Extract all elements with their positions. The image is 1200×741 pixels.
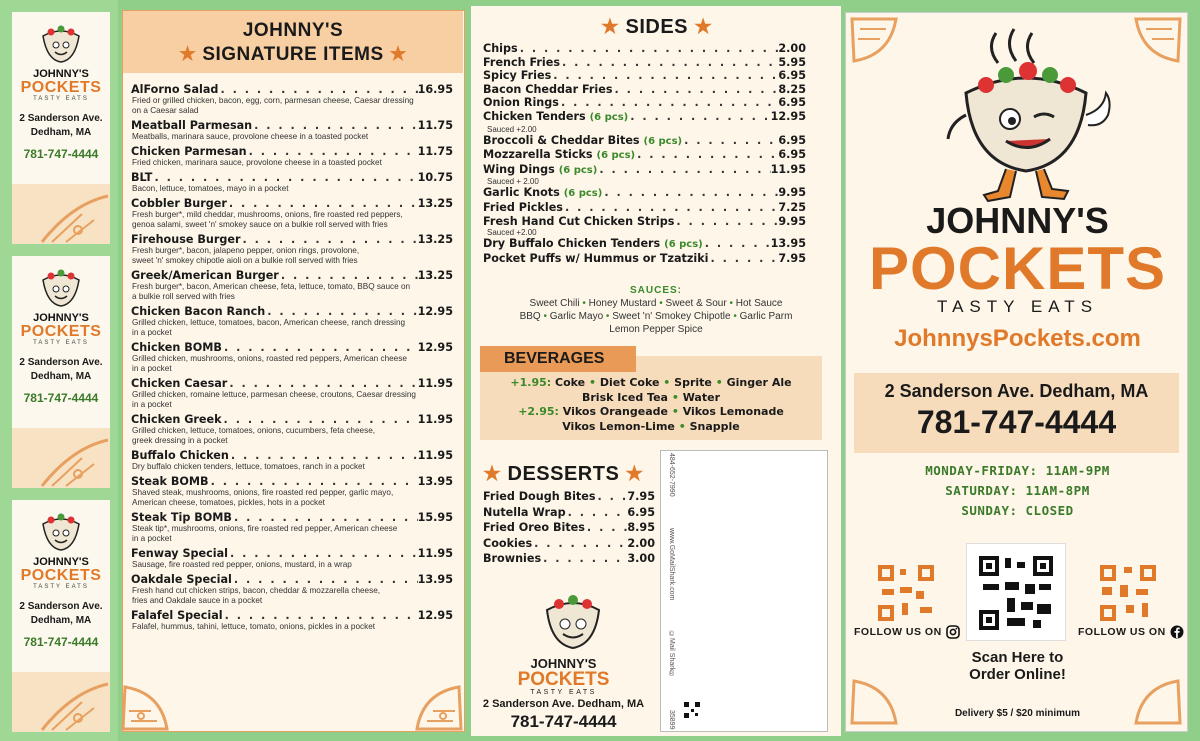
item-price: 13.25 bbox=[417, 233, 453, 246]
cover-logo bbox=[846, 200, 1189, 317]
item-price: 13.25 bbox=[417, 269, 453, 282]
list-entry: Honey Mustard bbox=[588, 298, 657, 309]
item-price: 11.95 bbox=[417, 377, 453, 390]
side-sauced-note: Sauced +2.00 bbox=[487, 228, 537, 238]
sauces-line-2: BBQ • Garlic Mayo • Sweet 'n' Smokey Chipotle • Garlic Parm bbox=[519, 311, 793, 322]
cover-logo-line1: JOHNNY'S bbox=[926, 200, 1109, 241]
mail-vertical-text bbox=[663, 453, 675, 729]
sauces-title: SAUCES: bbox=[629, 285, 682, 296]
dessert-item bbox=[483, 536, 655, 552]
mascot-logo-icon bbox=[29, 264, 93, 308]
dessert-name: Fried Oreo Bites bbox=[483, 521, 585, 534]
item-name: Meatball Parmesan bbox=[131, 119, 253, 132]
side-name: Broccoli & Cheddar Bites bbox=[483, 133, 640, 147]
side-item bbox=[483, 96, 806, 110]
signature-title-line1: JOHNNY'S bbox=[242, 20, 344, 41]
item-description: Fresh burger*, mild cheddar, mushrooms, onions, fire roasted red peppers, bbox=[132, 210, 403, 219]
menu-item bbox=[131, 305, 453, 338]
order-qr-frame bbox=[966, 543, 1066, 641]
card-logo-line3: TASTY EATS bbox=[33, 96, 89, 102]
side-name: Fresh Hand Cut Chicken Strips bbox=[483, 214, 675, 228]
menu-item bbox=[131, 233, 453, 266]
item-description: Bacon, lettuce, tomatoes, mayo in a pocket bbox=[132, 184, 289, 193]
pizza-slice-decoration-icon bbox=[850, 17, 898, 65]
item-name: Chicken Caesar bbox=[131, 377, 228, 390]
dessert-name: Fried Dough Bites bbox=[483, 490, 596, 503]
list-entry: Sweet 'n' Smokey Chipotle bbox=[612, 311, 731, 322]
item-name: Chicken Parmesan bbox=[131, 145, 247, 158]
list-entry: Hot Sauce bbox=[735, 298, 783, 309]
item-description: Fresh hand cut chicken strips, bacon, cheddar & mozzarella cheese, bbox=[132, 586, 381, 595]
logo-line1: JOHNNY'S bbox=[530, 656, 597, 671]
order-line2: Order Online! bbox=[969, 666, 1066, 683]
menu-item bbox=[131, 83, 453, 116]
card-logo-line3: TASTY EATS bbox=[33, 584, 89, 590]
logo-line2: POCKETS bbox=[517, 669, 610, 690]
menu-item bbox=[131, 573, 453, 606]
dessert-price: 6.95 bbox=[627, 505, 655, 519]
item-price: 15.95 bbox=[417, 511, 453, 524]
side-price: 6.95 bbox=[778, 96, 806, 110]
follow-facebook[interactable] bbox=[1078, 625, 1184, 639]
side-price: 6.95 bbox=[778, 133, 806, 147]
hours-sunday: SUNDAY: CLOSED bbox=[961, 503, 1074, 518]
address-band bbox=[854, 373, 1179, 453]
item-price: 12.95 bbox=[417, 609, 453, 622]
list-entry: Garlic Mayo bbox=[549, 311, 604, 322]
item-description: fries and Oakdale sauce in a pocket bbox=[132, 596, 263, 605]
beverages-line-2: Brisk Iced Tea • Water bbox=[581, 390, 720, 404]
order-online-qr-code[interactable] bbox=[977, 554, 1055, 632]
side-item bbox=[483, 83, 806, 97]
item-name: Buffalo Chicken bbox=[131, 449, 229, 462]
item-description: Grilled chicken, mushrooms, onions, roasted red peppers, American cheese bbox=[132, 354, 407, 363]
side-pieces: (6 pcs) bbox=[589, 111, 629, 123]
card-logo-line1: JOHNNY'S bbox=[33, 68, 89, 80]
card-logo-line2: POCKETS bbox=[20, 323, 102, 340]
item-name: BLT bbox=[131, 171, 153, 184]
sides-list bbox=[483, 42, 806, 265]
mail-phone: 484-652-7990 bbox=[668, 453, 675, 497]
mascot-logo-icon bbox=[936, 23, 1116, 203]
mascot-logo-icon bbox=[533, 586, 613, 656]
side-name: Fried Pickles bbox=[483, 200, 563, 214]
card-address-line2: Dedham, MA bbox=[30, 614, 92, 626]
item-name: Firehouse Burger bbox=[131, 233, 241, 246]
instagram-icon bbox=[946, 625, 960, 639]
desserts-title-text: DESSERTS bbox=[507, 463, 620, 485]
item-description: Steak tip*, mushrooms, onions, fire roasted red pepper, American cheese bbox=[132, 524, 398, 533]
beverage-item: Diet Coke bbox=[599, 376, 660, 389]
card-logo-line2: POCKETS bbox=[20, 567, 102, 584]
side-price: 7.25 bbox=[778, 200, 806, 214]
cover-address: 2 Sanderson Ave. Dedham, MA bbox=[884, 381, 1149, 401]
dessert-item bbox=[483, 489, 655, 505]
side-price: 8.25 bbox=[778, 82, 806, 96]
dessert-price: 8.95 bbox=[627, 521, 655, 534]
side-pieces: (6 pcs) bbox=[596, 150, 636, 162]
beverage-item: Sprite bbox=[674, 376, 712, 389]
item-description: Shaved steak, mushrooms, onions, fire roasted red pepper, garlic mayo, bbox=[132, 488, 394, 497]
beverage-item: Vikos Lemonade bbox=[682, 405, 784, 418]
cover-panel bbox=[845, 12, 1188, 732]
menu-item bbox=[131, 377, 453, 410]
side-price: 6.95 bbox=[778, 69, 806, 83]
dessert-item bbox=[483, 505, 655, 521]
item-description: Grilled chicken, romaine lettuce, parmesan cheese, croutons, Caesar dressing bbox=[132, 390, 416, 399]
beverage-item: Vikos Lemon-Lime bbox=[562, 419, 675, 433]
card-address bbox=[12, 600, 110, 627]
item-price: 11.75 bbox=[417, 145, 453, 158]
item-name: Chicken BOMB bbox=[131, 341, 222, 354]
side-price: 13.95 bbox=[770, 237, 806, 251]
item-description: genoa salami, sweet 'n' smokey sauce on a bulkie roll served with fries bbox=[132, 220, 388, 229]
item-name: AlForno Salad bbox=[131, 83, 219, 96]
item-price: 13.95 bbox=[417, 573, 453, 586]
sauces-line-1: Sweet Chili • Honey Mustard • Sweet & Sour • Hot Sauce bbox=[529, 298, 783, 309]
item-description: in a pocket bbox=[132, 364, 172, 373]
side-price: 2.00 bbox=[778, 42, 806, 55]
card-phone: 781-747-4444 bbox=[23, 391, 99, 405]
dessert-item bbox=[483, 520, 655, 536]
pizza-slice-decoration-icon bbox=[12, 672, 110, 732]
side-name: French Fries bbox=[483, 55, 561, 69]
item-price: 11.95 bbox=[417, 547, 453, 560]
side-price: 9.95 bbox=[778, 186, 806, 200]
side-pieces: (6 pcs) bbox=[643, 135, 683, 147]
menu-item bbox=[131, 145, 453, 168]
side-name: Wing Dings bbox=[483, 162, 555, 176]
side-name: Garlic Knots bbox=[483, 186, 560, 200]
menu-item bbox=[131, 449, 453, 472]
menu-item bbox=[131, 475, 453, 508]
list-entry: Sweet & Sour bbox=[665, 298, 727, 309]
item-name: Steak BOMB bbox=[131, 475, 209, 488]
mail-site: www.GoMailShark.com bbox=[668, 527, 675, 601]
card-address-line2: Dedham, MA bbox=[30, 370, 92, 382]
side-item bbox=[483, 201, 806, 215]
card-logo-line2: POCKETS bbox=[20, 79, 102, 96]
side-item bbox=[483, 252, 806, 266]
hours-saturday: SATURDAY: 11AM-8PM bbox=[945, 483, 1090, 498]
pizza-slice-decoration-icon bbox=[12, 428, 110, 488]
promo-card bbox=[12, 256, 110, 488]
sides-logo bbox=[471, 656, 656, 696]
beverages-list bbox=[480, 376, 822, 434]
facebook-icon bbox=[1170, 625, 1184, 639]
list-entry: BBQ bbox=[519, 311, 541, 322]
item-description: greek dressing in a pocket bbox=[132, 436, 228, 445]
beverage-item: Vikos Orangeade bbox=[562, 405, 668, 418]
item-description: in a pocket bbox=[132, 534, 172, 543]
side-item bbox=[483, 148, 806, 163]
cover-logo-line3: TASTY EATS bbox=[936, 297, 1099, 316]
order-line1: Scan Here to bbox=[971, 649, 1064, 666]
sides-address: 2 Sanderson Ave. Dedham, MA bbox=[482, 698, 645, 710]
side-name: Bacon Cheddar Fries bbox=[483, 82, 613, 96]
menu-item bbox=[131, 511, 453, 544]
side-item bbox=[483, 215, 806, 238]
item-description: Fresh burger*, bacon, jalapeno pepper, onion rings, provolone, bbox=[132, 246, 360, 255]
beverage-item: Snapple bbox=[689, 419, 740, 433]
item-description: a bulkie roll served with fries bbox=[132, 292, 235, 301]
side-item bbox=[483, 134, 806, 149]
item-price: 11.75 bbox=[417, 119, 453, 132]
side-item bbox=[483, 163, 806, 187]
item-price: 13.95 bbox=[417, 475, 453, 488]
item-price: 16.95 bbox=[417, 83, 453, 96]
beverages-line-4: Vikos Lemon-Lime • Snapple bbox=[562, 419, 740, 433]
side-sauced-note: Sauced +2.00 bbox=[487, 124, 537, 134]
card-address-line1: 2 Sanderson Ave. bbox=[19, 113, 103, 124]
side-name: Onion Rings bbox=[483, 96, 559, 110]
mail-brand: ©Mail Shark® bbox=[668, 631, 675, 679]
item-description: on a Caesar salad bbox=[132, 106, 199, 115]
side-name: Chicken Tenders bbox=[483, 109, 586, 123]
card-address-line2: Dedham, MA bbox=[30, 126, 92, 138]
menu-item bbox=[131, 341, 453, 374]
side-item bbox=[483, 56, 806, 70]
instagram-qr-code[interactable] bbox=[876, 563, 936, 623]
side-name: Pocket Puffs w/ Hummus or Tzatziki bbox=[483, 251, 709, 265]
item-description: sweet 'n' smokey chipotle aioli on a bulkie roll served with fries bbox=[132, 256, 358, 265]
sides-title bbox=[601, 14, 713, 39]
item-name: Falafel Special bbox=[131, 609, 223, 622]
beverage-item: Water bbox=[682, 390, 720, 404]
item-price: 12.95 bbox=[417, 305, 453, 318]
menu-item bbox=[131, 197, 453, 230]
item-description: Meatballs, marinara sauce, provolone cheese in a toasted pocket bbox=[132, 132, 369, 141]
item-price: 10.75 bbox=[417, 171, 453, 184]
sides-phone: 781-747-4444 bbox=[510, 712, 617, 731]
star-icon: ★ bbox=[601, 16, 620, 38]
menu-item bbox=[131, 413, 453, 446]
item-description: American cheese, tomatoes, pickles, hots in a pocket bbox=[132, 498, 325, 507]
card-address-line1: 2 Sanderson Ave. bbox=[19, 357, 103, 368]
beverages-line-1: +1.95: Coke • Diet Coke • Sprite • Ginger Ale bbox=[510, 376, 792, 389]
facebook-qr-code[interactable] bbox=[1098, 563, 1158, 623]
item-name: Greek/American Burger bbox=[131, 269, 279, 282]
menu-item bbox=[131, 171, 453, 194]
side-pieces: (6 pcs) bbox=[664, 239, 703, 251]
menu-item bbox=[131, 119, 453, 142]
star-icon: ★ bbox=[625, 463, 644, 485]
signature-title-text: SIGNATURE ITEMS bbox=[202, 44, 384, 66]
item-description: Fried chicken, marinara sauce, provolone cheese in a toasted pocket bbox=[132, 158, 382, 167]
menu-item bbox=[131, 547, 453, 570]
side-item bbox=[483, 69, 806, 83]
star-icon: ★ bbox=[179, 44, 197, 66]
promo-card bbox=[12, 500, 110, 732]
side-item bbox=[483, 237, 806, 252]
card-pizza-band bbox=[12, 428, 110, 488]
item-name: Chicken Bacon Ranch bbox=[131, 305, 266, 318]
card-logo-line3: TASTY EATS bbox=[33, 340, 89, 346]
card-pizza-band bbox=[12, 184, 110, 244]
signature-title-line2 bbox=[123, 43, 463, 67]
side-sauced-note: Sauced + 2.00 bbox=[487, 177, 539, 187]
pizza-slice-decoration-icon bbox=[413, 683, 463, 731]
item-price: 11.95 bbox=[417, 449, 453, 462]
side-price: 9.95 bbox=[778, 214, 806, 228]
card-phone: 781-747-4444 bbox=[23, 635, 99, 649]
item-description: Grilled chicken, lettuce, tomatoes, onions, cucumbers, feta cheese, bbox=[132, 426, 376, 435]
item-name: Chicken Greek bbox=[131, 413, 222, 426]
mascot-logo-icon bbox=[29, 20, 93, 64]
sauces-line-3: Lemon Pepper Spice bbox=[609, 324, 703, 335]
mailing-indicia-box bbox=[660, 450, 828, 732]
menu-item bbox=[131, 609, 453, 632]
side-item bbox=[483, 186, 806, 201]
signature-header bbox=[123, 11, 463, 73]
cover-logo-line2: POCKETS bbox=[868, 235, 1167, 302]
side-pieces: (6 pcs) bbox=[558, 164, 598, 176]
side-item bbox=[483, 110, 806, 134]
side-pieces: (6 pcs) bbox=[563, 188, 603, 200]
side-item bbox=[483, 42, 806, 56]
sauces-section bbox=[471, 284, 841, 336]
promo-card bbox=[12, 12, 110, 244]
side-name: Dry Buffalo Chicken Tenders bbox=[483, 237, 661, 251]
item-description: Sausage, fire roasted red pepper, onions, mustard, in a wrap bbox=[132, 560, 352, 569]
item-price: 12.95 bbox=[417, 341, 453, 354]
cover-phone: 781-747-4444 bbox=[916, 404, 1117, 440]
pizza-slice-decoration-icon bbox=[121, 683, 171, 731]
pizza-slice-decoration-icon bbox=[12, 184, 110, 244]
sides-title-text: SIDES bbox=[625, 16, 689, 38]
item-description: in a pocket bbox=[132, 328, 172, 337]
follow-instagram[interactable] bbox=[854, 625, 960, 639]
item-name: Oakdale Special bbox=[131, 573, 232, 586]
star-icon: ★ bbox=[694, 16, 713, 38]
item-price: 13.25 bbox=[417, 197, 453, 210]
dessert-price: 7.95 bbox=[627, 490, 655, 503]
mail-code: 35899 bbox=[668, 709, 675, 729]
menu-item bbox=[131, 269, 453, 302]
side-price: 11.95 bbox=[770, 162, 806, 176]
follow-instagram-text: FOLLOW US ON bbox=[854, 626, 942, 638]
item-description: Falafel, hummus, tahini, lettuce, tomato, onions, pickles in a pocket bbox=[132, 622, 376, 631]
side-price: 12.95 bbox=[770, 109, 806, 123]
star-icon: ★ bbox=[389, 44, 407, 66]
beverage-item: Ginger Ale bbox=[726, 376, 792, 389]
dessert-price: 2.00 bbox=[627, 536, 655, 550]
signature-menu-panel bbox=[122, 10, 465, 732]
item-price: 11.95 bbox=[417, 413, 453, 426]
dessert-price: 3.00 bbox=[627, 552, 655, 565]
side-price: 7.95 bbox=[778, 251, 806, 265]
item-name: Steak Tip BOMB bbox=[131, 511, 232, 524]
follow-facebook-text: FOLLOW US ON bbox=[1078, 626, 1166, 638]
dessert-name: Nutella Wrap bbox=[483, 505, 566, 519]
side-name: Mozzarella Sticks bbox=[483, 148, 593, 162]
item-description: Dry buffalo chicken tenders, lettuce, tomatoes, ranch in a pocket bbox=[132, 462, 365, 471]
item-description: Fresh burger*, bacon, American cheese, feta, lettuce, tomato, BBQ sauce on bbox=[132, 282, 411, 291]
desserts-list bbox=[483, 489, 655, 567]
list-entry: Sweet Chili bbox=[529, 298, 580, 309]
card-logo-line1: JOHNNY'S bbox=[33, 312, 89, 324]
beverages-line-3: +2.95: Vikos Orangeade • Vikos Lemonade bbox=[518, 405, 784, 418]
item-description: in a pocket bbox=[132, 400, 172, 409]
desserts-title bbox=[483, 461, 644, 486]
beverage-item: Coke bbox=[555, 376, 586, 389]
item-name: Cobbler Burger bbox=[131, 197, 227, 210]
signature-items-list bbox=[131, 83, 453, 635]
mascot-logo-icon bbox=[29, 508, 93, 552]
card-pizza-band bbox=[12, 672, 110, 732]
list-entry: Garlic Parm bbox=[739, 311, 793, 322]
side-name: Chips bbox=[483, 42, 518, 55]
card-address bbox=[12, 112, 110, 139]
hours-weekdays: MONDAY-FRIDAY: 11AM-9PM bbox=[925, 463, 1110, 478]
delivery-note: Delivery $5 / $20 minimum bbox=[954, 708, 1081, 719]
website-link[interactable]: JohnnysPockets.com bbox=[894, 325, 1141, 352]
beverage-item: Brisk Iced Tea bbox=[581, 390, 668, 404]
mail-barcode-icon bbox=[683, 701, 701, 719]
side-price: 5.95 bbox=[778, 55, 806, 69]
beverages-title: BEVERAGES bbox=[480, 346, 636, 372]
star-icon: ★ bbox=[483, 463, 502, 485]
card-logo-line1: JOHNNY'S bbox=[33, 556, 89, 568]
beverage-price: +2.95: bbox=[518, 405, 559, 418]
logo-line3: TASTY EATS bbox=[530, 689, 597, 697]
dessert-item bbox=[483, 551, 655, 567]
dessert-name: Cookies bbox=[483, 536, 533, 550]
item-description: Fried or grilled chicken, bacon, egg, corn, parmesan cheese, Caesar dressing bbox=[132, 96, 414, 105]
dessert-name: Brownies bbox=[483, 552, 542, 565]
item-description: Grilled chicken, lettuce, tomatoes, bacon, American cheese, ranch dressing bbox=[132, 318, 406, 327]
card-address bbox=[12, 356, 110, 383]
side-name: Spicy Fries bbox=[483, 69, 552, 83]
item-name: Fenway Special bbox=[131, 547, 228, 560]
beverage-price: +1.95: bbox=[510, 376, 552, 389]
card-phone: 781-747-4444 bbox=[23, 147, 99, 161]
side-price: 6.95 bbox=[778, 148, 806, 162]
card-address-line1: 2 Sanderson Ave. bbox=[19, 601, 103, 612]
order-online-text bbox=[846, 649, 1189, 683]
pizza-slice-decoration-icon bbox=[1134, 17, 1182, 65]
